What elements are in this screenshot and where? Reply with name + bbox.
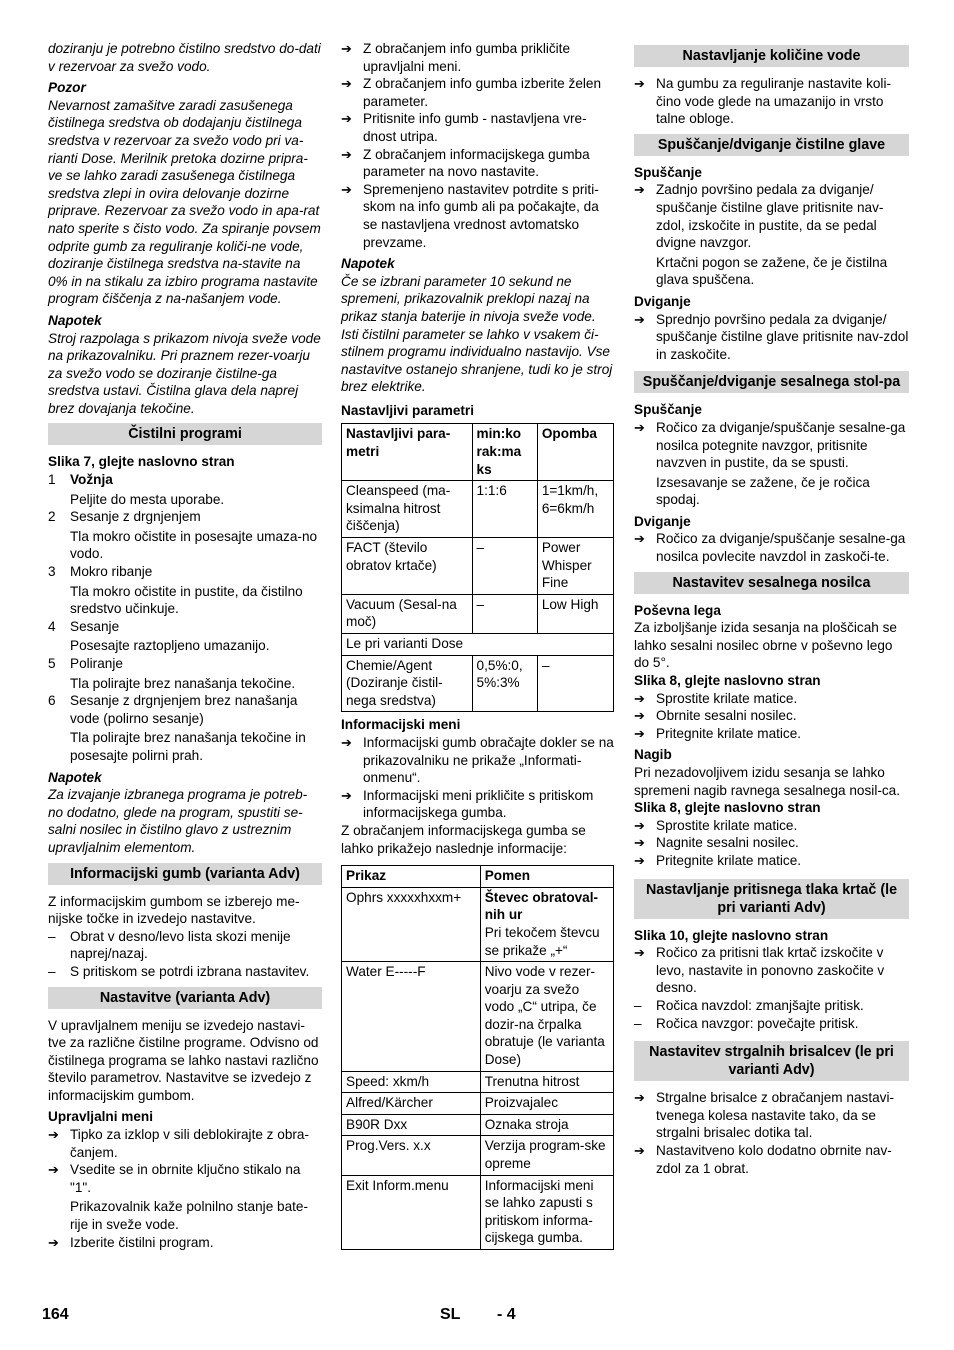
table-cell: –	[472, 538, 537, 595]
step-item: ➔ Izberite čistilni program.	[48, 1234, 322, 1252]
table-cell: Vacuum (Sesal-na moč)	[342, 594, 473, 633]
column-left	[48, 40, 322, 1251]
program-desc: Tla polirajte brez nanašanja tekočine in posesajte polirni prah.	[70, 730, 306, 763]
note-text: Stroj razpolaga s prikazom nivoja sveže vode na prikazovalniku. Pri praznem rezer-voarju za svežo vodo se doziranje čistilne-ga sredstva ustavi. Čistilna glava dela naprej brez dovajanja tekočine.	[48, 330, 321, 416]
program-item	[48, 508, 322, 563]
table-cell: –	[537, 655, 613, 712]
program-item	[48, 563, 322, 618]
program-number: 2	[48, 509, 56, 525]
program-number: 3	[48, 564, 56, 580]
step-continuation: Izsesavanje se zažene, če je ročica spodaj.	[656, 474, 870, 508]
program-item	[48, 692, 322, 764]
figure-reference: Slika 7, glejte naslovno stran	[48, 454, 235, 470]
table-row	[342, 962, 614, 1072]
table-header-row	[342, 866, 614, 888]
step-item: ➔ Z obračanjem informacijskega gumba parameter na novo nastavite.	[341, 146, 614, 181]
subheading-info-menu: Informacijski meni	[341, 717, 461, 733]
note-label: Napotek	[48, 312, 102, 328]
step-item: ➔ Obrnite sesalni nosilec.	[634, 707, 909, 725]
step-item: ➔ Na gumbu za reguliranje nastavite koli-čino vode glede na umazanijo in vrsto talne obloge.	[634, 75, 909, 128]
table-cell: Alfred/Kärcher	[342, 1093, 481, 1115]
language-code: SL	[440, 1306, 461, 1323]
body-text: Pri nezadovoljivem izidu sesanja se lahko spremeni nagib ravnega sesalnega nosil-ca.	[634, 765, 900, 798]
note-label: Napotek	[48, 769, 102, 785]
step-item: ➔ Pritegnite krilate matice.	[634, 725, 909, 743]
step-item: ➔ Nagnite sesalni nosilec.	[634, 834, 909, 852]
subheading-oblique: Poševna lega	[634, 602, 721, 618]
program-number: 6	[48, 693, 56, 709]
step-item: ➔ Ročico za dviganje/spuščanje sesalne-ga nosilca povlecite navzdol in zaskoči-te.	[634, 530, 909, 565]
program-title: Sesanje z drgnjenjem	[70, 509, 201, 525]
table-cell: –	[472, 594, 537, 633]
section-heading-brush-pressure: Nastavljanje pritisnega tlaka krtač (le pri varianti Adv)	[634, 879, 909, 919]
step-item: ➔ Ročico za dviganje/spuščanje sesalne-ga nosilca potegnite navzgor, pritisnite navzven in pustite, da se spusti.	[634, 419, 909, 472]
section-heading-water: Nastavljanje količine vode	[634, 45, 909, 67]
table-cell: Informacijski meni se lahko zapusti s pritiskom informa-cijskega gumba.	[480, 1175, 613, 1249]
step-continuation: Krtačni pogon se zažene, če je čistilna glava spuščena.	[656, 254, 888, 288]
section-page-number: - 4	[497, 1306, 516, 1323]
body-text: V upravljalnem meniju se izvedejo nastavi-tve za različne čistilne programe. Odvisno od čistilnega programa se lahko nastavi različno število parametrov. Nastavitve se izvedejo z informacijskim gumbom.	[48, 1017, 319, 1103]
table-header-cell: Prikaz	[342, 866, 481, 888]
table-cell: B90R Dxx	[342, 1114, 481, 1136]
program-item	[48, 471, 322, 508]
program-number: 5	[48, 656, 56, 671]
subheading-tilt: Nagib	[634, 747, 672, 763]
table-row	[342, 1136, 614, 1175]
program-title: Sesanje	[70, 618, 120, 634]
table-cell: Chemie/Agent (Doziranje čistil-nega sredstva)	[342, 655, 473, 712]
caution-text: Nevarnost zamašitve zaradi zasušenega čistilnega sredstva ob dodajanju čistilnega sredstva v rezervoar za svežo vodo pri va-rianti Dose. Merilnik pretoka dozirne pripra-ve se lahko zaradi zasušenega čistilnega sredstva zlepi in ovira delovanje dozirne priprave. Rezervoar za svežo vodo in apa-rat nato sperite s čisto vodo. Za spiranje povsem odprite gumb za reguliranje količi-ne vode, doziranje čistilnega sredstva na-stavite na 0% in na stikalu za izbiro programa nastavite program čiščenja z na-našanjem vode.	[48, 97, 321, 307]
table-header-row	[342, 424, 614, 481]
note-text: Če se izbrani parameter 10 sekund ne spremeni, prikazovalnik preklopi nazaj na prikaz stanja baterije in nivoja sveže vode. Isti čistilni parameter se lahko v vsakem či-stilnem programu individualno nastavijo. Vse nastavitve ostanejo shranjene, tudi ko je stroj brez elektrike.	[341, 273, 613, 395]
figure-reference: Slika 8, glejte naslovno stran	[634, 800, 821, 816]
step-item: ➔ Pritisnite info gumb - nastavljena vre-dnost utripa.	[341, 110, 614, 145]
section-heading-squeegee: Spuščanje/dviganje sesalnega stol-pa	[634, 371, 909, 393]
table-cell: Trenutna hitrost	[480, 1071, 613, 1093]
program-desc: Peljite do mesta uporabe.	[70, 491, 225, 507]
program-item	[48, 655, 322, 692]
section-heading-info-button: Informacijski gumb (varianta Adv)	[48, 863, 322, 885]
step-item: ➔ Tipko za izklop v sili deblokirajte z obra-čanjem.	[48, 1126, 322, 1161]
step-item: ➔ Ročico za pritisni tlak krtač izskočite v levo, nastavite in ponovno zaskočite v desno.	[634, 944, 909, 997]
table-row	[342, 1114, 614, 1136]
subheading-parameters: Nastavljivi parametri	[341, 402, 474, 418]
step-item: ➔ Pritegnite krilate matice.	[634, 852, 909, 870]
program-desc: Tla mokro očistite in pustite, da čistilno sredstvo učinkuje.	[70, 583, 303, 617]
dash-item: – Obrat v desno/levo lista skozi menije naprej/nazaj.	[48, 928, 322, 963]
table-header-cell: Opomba	[537, 424, 613, 481]
intro-text: doziranju je potrebno čistilno sredstvo do-dati v rezervoar za svežo vodo.	[48, 41, 321, 74]
figure-reference: Slika 8, glejte naslovno stran	[634, 673, 821, 689]
program-desc: Tla mokro očistite in posesajte umaza-no vodo.	[70, 528, 318, 562]
body-text: Za izboljšanje izida sesanja na ploščicah se lahko sesalni nosilec obrne v poševno lego do 5°.	[634, 620, 897, 671]
table-row	[342, 655, 614, 712]
table-row	[342, 538, 614, 595]
step-item: ➔ Sprednjo površino pedala za dviganje/ spuščanje čistilne glave pritisnite nav-zdol in zaskočite.	[634, 311, 909, 364]
table-cell: Le pri varianti Dose	[342, 634, 614, 656]
table-cell: 0,5%:0, 5%:3%	[472, 655, 537, 712]
info-table	[341, 865, 614, 1250]
section-heading-cleaning-programs: Čistilni programi	[48, 423, 322, 445]
body-text: Z obračanjem informacijskega gumba se lahko prikažejo naslednje informacije:	[341, 822, 586, 856]
step-item: ➔ Spremenjeno nastavitev potrdite s priti-skom na info gumb ali pa počakajte, da se nastavljena vrednost avtomatsko prevzame.	[341, 181, 614, 251]
section-heading-cleaning-head: Spuščanje/dviganje čistilne glave	[634, 134, 909, 156]
program-title: Poliranje	[70, 656, 123, 671]
step-item: ➔ Informacijski gumb obračajte dokler se na prikazovalniku ne prikaže „Informati-onmenu“.	[341, 734, 614, 787]
table-cell: 1:1:6	[472, 481, 537, 538]
column-middle	[341, 40, 614, 1250]
table-row	[342, 1071, 614, 1093]
parameters-table	[341, 423, 614, 712]
caution-label: Pozor	[48, 80, 86, 96]
program-number: 4	[48, 618, 56, 634]
table-cell: Low High	[537, 594, 613, 633]
table-row	[342, 1093, 614, 1115]
program-title: Sesanje z drgnjenjem brez nanašanja vode (polirno sesanje)	[70, 693, 298, 726]
table-row	[342, 594, 614, 633]
program-item	[48, 618, 322, 655]
table-cell: 1=1km/h, 6=6km/h	[537, 481, 613, 538]
table-cell: Oznaka stroja	[480, 1114, 613, 1136]
subheading-lower: Spuščanje	[634, 164, 702, 180]
subheading-control-menu: Upravljalni meni	[48, 1109, 154, 1125]
dash-item: – S pritiskom se potrdi izbrana nastavitev.	[48, 963, 322, 981]
table-cell: FACT (število obratov krtače)	[342, 538, 473, 595]
table-cell: Prog.Vers. x.x	[342, 1136, 481, 1175]
program-desc: Tla polirajte brez nanašanja tekočine.	[70, 675, 296, 691]
table-cell: Exit Inform.menu	[342, 1175, 481, 1249]
program-number: 1	[48, 472, 56, 488]
page-number: 164	[42, 1306, 69, 1323]
program-desc: Posesajte raztopljeno umazanijo.	[70, 638, 270, 654]
table-cell: Verzija program-ske opreme	[480, 1136, 613, 1175]
table-row	[342, 481, 614, 538]
table-row	[342, 1175, 614, 1249]
table-row	[342, 634, 614, 656]
step-item: ➔ Zadnjo površino pedala za dviganje/ spuščanje čistilne glave pritisnite nav-zdol, izskočite in pustite, da se pedal dvigne navzgor.	[634, 181, 909, 251]
section-heading-squeegee-lips: Nastavitev strgalnih brisalcev (le pri varianti Adv)	[634, 1041, 909, 1081]
step-item: ➔ Nastavitveno kolo dodatno obrnite nav-zdol za 1 obrat.	[634, 1142, 909, 1177]
step-item: ➔ Z obračanjem info gumba prikličite upravljalni meni.	[341, 40, 614, 75]
table-cell: Speed: xkm/h	[342, 1071, 481, 1093]
subheading-raise: Dviganje	[634, 513, 691, 529]
section-heading-squeegee-adjust: Nastavitev sesalnega nosilca	[634, 572, 909, 594]
step-item: ➔ Z obračanjem info gumba izberite želen parameter.	[341, 75, 614, 110]
program-title: Mokro ribanje	[70, 564, 153, 580]
table-cell: Cleanspeed (ma-ksimalna hitrost čiščenja)	[342, 481, 473, 538]
dash-item: – Ročica navzdol: zmanjšajte pritisk.	[634, 997, 909, 1015]
cell-bold-text: Števec obratoval-nih ur	[484, 889, 599, 923]
step-item: ➔ Sprostite krilate matice.	[634, 817, 909, 835]
table-row	[342, 887, 614, 961]
step-item: ➔ Strgalne brisalce z obračanjem nastavi-tvenega kolesa nastavite tako, da se strgalni brisalec dotika tal.	[634, 1089, 909, 1142]
table-header-cell: Pomen	[480, 866, 613, 888]
table-header-cell: min:ko rak:ma ks	[472, 424, 537, 481]
table-cell: Power Whisper Fine	[537, 538, 613, 595]
body-text: Z informacijskim gumbom se izberejo me-nijske točke in izvedejo nastavitve.	[48, 893, 300, 927]
step-item: ➔ Sprostite krilate matice.	[634, 690, 909, 708]
table-cell: Water E-----F	[342, 962, 481, 1072]
step-continuation: Prikazovalnik kaže polnilno stanje bate-rije in sveže vode.	[70, 1199, 309, 1233]
program-title: Vožnja	[70, 472, 113, 488]
table-cell: Ophrs xxxxxhxxm+	[342, 887, 481, 961]
dash-item: – Ročica navzgor: povečajte pritisk.	[634, 1015, 909, 1033]
column-right	[634, 40, 909, 1177]
figure-reference: Slika 10, glejte naslovno stran	[634, 927, 829, 943]
subheading-raise: Dviganje	[634, 293, 691, 309]
subheading-lower: Spuščanje	[634, 402, 702, 418]
table-header-cell: Nastavljivi para-metri	[342, 424, 473, 481]
note-text: Za izvajanje izbranega programa je potreb-no dodatno, glede na program, spustiti se-salni nosilec in čistilno glavo z ustreznim upravljalnim elementom.	[48, 787, 308, 855]
table-cell	[480, 887, 613, 961]
step-item: ➔ Vsedite se in obrnite ključno stikalo na "1".	[48, 1161, 322, 1196]
cell-text: Pri tekočem števcu se prikaže „+“	[484, 924, 600, 958]
table-cell: Proizvajalec	[480, 1093, 613, 1115]
section-heading-settings: Nastavitve (varianta Adv)	[48, 987, 322, 1009]
table-cell: Nivo vode v rezer-voarju za svežo vodo „C“ utripa, če dozir-na črpalka obratuje (le varianta Dose)	[480, 962, 613, 1072]
step-item: ➔ Informacijski meni prikličite s pritiskom informacijskega gumba.	[341, 787, 614, 822]
note-label: Napotek	[341, 256, 395, 272]
